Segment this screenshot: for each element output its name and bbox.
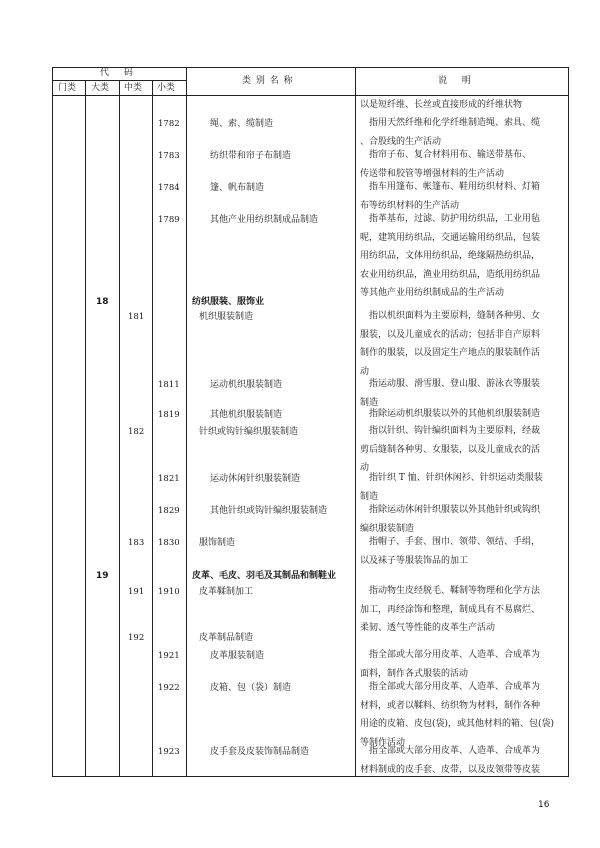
code-181: 181 [128, 312, 145, 322]
desc-1921: 指全部或大部分用皮革、人造革、合成革为 面料，制作各式服装的活动 [360, 650, 541, 679]
code-1910: 1910 [158, 587, 180, 597]
code-1784: 1784 [158, 183, 180, 193]
col-rule-2 [119, 80, 120, 777]
header-col-xiaolei: 小类 [157, 83, 176, 93]
desc-183: 指帽子、手套、围巾、领带、领结、手绢， 以及袜子等服装饰品的加工 [360, 537, 541, 566]
name-1811: 运动机织服装制造 [210, 380, 283, 390]
desc-1811: 指运动服、滑雪服、登山服、游泳衣等服装 制造 [360, 379, 541, 408]
name-1819: 其他机织服装制造 [210, 410, 283, 420]
header-col-menlei: 门类 [58, 83, 77, 93]
name-1921: 皮革服装制造 [210, 651, 265, 661]
code-1830: 1830 [158, 538, 180, 548]
desc-continuation: 以是短纤维、长丝或直接形成的纤维状物 [360, 100, 523, 110]
desc-1829: 指除运动休闲针织服装以外其他针织或钩织 编织服装制造 [360, 505, 541, 534]
name-1782: 绳、索、缆制造 [210, 119, 274, 129]
name-182: 针织或钩针编织服装制造 [199, 427, 299, 437]
desc-1819: 指除运动机织服装以外的其他机织服装制造 [369, 409, 541, 419]
name-1784: 篷、帆布制造 [210, 183, 265, 193]
name-183: 服饰制造 [199, 538, 236, 548]
desc-1784: 指车用篷布、帐篷布、鞋用纺织材料、灯箱 布等纺织材料的生产活动 [360, 182, 541, 211]
code-1789: 1789 [158, 215, 180, 225]
page-number: 16 [538, 800, 550, 810]
name-192: 皮革制品制造 [199, 633, 254, 643]
name-181: 机织服装制造 [199, 312, 254, 322]
code-183: 183 [128, 538, 145, 548]
col-rule-3 [152, 80, 153, 777]
desc-1821: 指针织 T 恤、针织休闲衫、针织运动类服装 制造 [360, 473, 543, 502]
desc-191: 指动物生皮经脱毛、鞣制等物理和化学方法 加工，再经涂饰和整理，制成具有不易腐烂、 柔韧、透气等性能的皮革生产活动 [360, 586, 541, 633]
header-col-zhonglei: 中类 [124, 83, 143, 93]
desc-1922: 指全部或大部分用皮革、人造革、合成革为 材料，或者以鞣料、纺织物为材料，制作各种 用途的皮箱、皮包(袋)，或其他材料的箱、包(袋) 等制作活动 [360, 682, 555, 748]
header-category-name: 类 别 名 称 [242, 76, 294, 86]
code-1821: 1821 [158, 474, 180, 484]
name-19: 皮革、毛皮、羽毛及其制品和制鞋业 [192, 571, 337, 581]
col-rule-4 [186, 67, 187, 777]
code-18: 18 [96, 297, 109, 307]
name-1829: 其他针织或钩针编织服装制造 [210, 506, 328, 516]
name-191: 皮革鞣制加工 [199, 587, 254, 597]
code-1922: 1922 [158, 683, 180, 693]
code-1829: 1829 [158, 506, 180, 516]
header-col-dalei: 大类 [91, 83, 110, 93]
code-1811: 1811 [158, 380, 180, 390]
code-1819: 1819 [158, 410, 180, 420]
desc-1782: 指用天然纤维和化学纤维制造绳、索具、缆 、合股线的生产活动 [360, 118, 541, 147]
col-rule-5 [355, 67, 356, 777]
name-1789: 其他产业用纺织制成品制造 [210, 215, 319, 225]
code-1782: 1782 [158, 119, 180, 129]
desc-1789: 指革基布，过滤、防护用纺织品，工业用毡 呢，建筑用纺织品，交通运输用纺织品，包装 用纺织品，文体用纺织品，绝缘隔热纺织品， 农业用纺织品，渔业用纺织品，造纸用纺织品 等其他产业用纺织制成品的生产活动 [360, 214, 541, 298]
code-1923: 1923 [158, 747, 180, 757]
code-1921: 1921 [158, 651, 180, 661]
desc-181: 指以机织面料为主要原料，缝制各种男、女 服装，以及儿童成衣的活动；包括非自产原料 制作的服装，以及固定生产地点的服装制作活 动 [360, 311, 541, 377]
header-code: 代 码 [100, 68, 139, 78]
code-182: 182 [128, 427, 145, 437]
name-1923: 皮手套及皮装饰制品制造 [210, 747, 310, 757]
name-1821: 运动休闲针织服装制造 [210, 474, 301, 484]
name-1783: 纺织带和帘子布制造 [210, 151, 292, 161]
code-1783: 1783 [158, 151, 180, 161]
desc-1923: 指全部或大部分用皮革、人造革、合成革为 材料制成的皮手套、皮带，以及皮领带等皮装 [360, 746, 541, 775]
code-192: 192 [128, 633, 145, 643]
desc-1783: 指帘子布、复合材料用布、输送带基布、 传送带和胶管等增强材料的生产活动 [360, 150, 532, 179]
header-description: 说 明 [438, 76, 477, 86]
code-19: 19 [96, 571, 109, 581]
col-rule-1 [85, 80, 86, 777]
code-191: 191 [128, 587, 145, 597]
desc-182: 指以针织、钩针编织面料为主要原料，经裁 剪后缝制各种男、女服装，以及儿童成衣的活 动 [360, 426, 541, 473]
name-18: 纺织服装、服饰业 [192, 297, 265, 307]
name-1922: 皮箱、包（袋）制造 [210, 683, 292, 693]
